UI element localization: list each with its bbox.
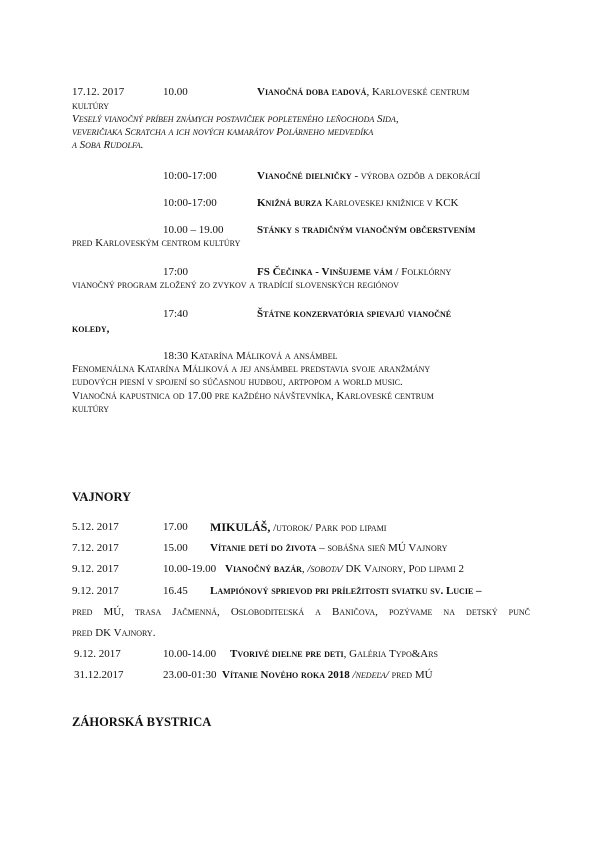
event-description: a Soba Rudolfa.: [72, 139, 144, 151]
event-title-line: [210, 542, 447, 555]
event-detail: /utorok/ Park pod lipami: [270, 522, 387, 534]
event-date: 31.12.2017: [74, 669, 124, 681]
event-date: 17.12. 2017: [72, 86, 125, 98]
event-title-line: [257, 197, 458, 210]
event-time: 17:00: [163, 266, 189, 278]
event-time: 17.00: [163, 521, 188, 533]
event-detail: pred Karloveským centrom kultúry: [72, 237, 241, 249]
event-title: Štátne konzervatória spievajú vianočné: [257, 308, 452, 320]
event-title-cont: koledy,: [72, 323, 110, 335]
event-title: Vianočná doba ľadová: [257, 86, 367, 98]
event-detail: , Galéria Typo&Ars: [343, 648, 439, 660]
separator: ,: [301, 563, 308, 575]
event-detail: / Folklórny: [392, 266, 452, 278]
event-title: Stánky s tradičným vianočným občerstvením: [257, 224, 476, 236]
event-title: Vítanie Nového roka 2018: [222, 669, 350, 681]
section-heading-zahorska-bystrica: ZÁHORSKÁ BYSTRICA: [72, 715, 212, 729]
event-title: Tvorivé dielne pre deti: [230, 648, 344, 660]
event-location: , Karloveské centrum: [366, 86, 470, 98]
event-title-line: [210, 521, 386, 535]
event-date: 9.12. 2017: [74, 648, 121, 660]
event-title-line: [257, 266, 451, 279]
event-time: 10.00: [163, 86, 188, 98]
event-time: 17:40: [163, 308, 189, 320]
event-title: Vianočný bazár: [225, 563, 302, 575]
event-detail-cont: pred DK Vajnory.: [72, 627, 156, 639]
event-title-line: [225, 563, 464, 576]
event-title-line: [257, 86, 469, 99]
event-time: 10.00-19.00: [163, 563, 217, 575]
event-time: 10.00 – 19.00: [163, 224, 224, 236]
event-title: MIKULÁŠ,: [210, 520, 271, 534]
event-description: veveričiaka Scratcha a ich nových kamarátov Polárneho medvedíka: [72, 126, 374, 138]
event-day: /nedeľa/: [352, 669, 389, 681]
section-heading-vajnory: VAJNORY: [72, 490, 132, 504]
event-title: Lampiónový sprievod pri príležitosti sviatku sv. Lucie –: [210, 585, 482, 597]
event-title: Vítanie detí do života: [210, 542, 317, 554]
event-location-cont: kultúry: [72, 100, 110, 112]
event-detail: Karloveskej knižnice v KCK: [322, 197, 459, 209]
event-date: 9.12. 2017: [72, 563, 119, 575]
event-description: kultúry: [72, 403, 110, 415]
event-description: Veselý vianočný príbeh známych postavičiek popleteného leňochoda Sida,: [72, 113, 399, 125]
event-title-line: [257, 170, 480, 183]
event-time: 10:00-17:00: [163, 170, 217, 182]
event-description: Vianočná kapustnica od 17.00 pre každého návštevníka, Karloveské centrum: [72, 390, 434, 402]
event-detail: – sobášna sieň MÚ Vajnory: [316, 542, 448, 554]
event-title: Vianočné dielničky: [257, 170, 352, 182]
event-detail-cont: vianočný program zložený zo zvykov a tradícií slovenských regiónov: [72, 279, 399, 291]
event-date: 5.12. 2017: [72, 521, 119, 533]
event-detail: pred MÚ: [388, 669, 433, 681]
event-detail: pred MÚ, trasa Jačmenná, Osloboditeľská a Baničova, pozývame na detský punč: [72, 606, 530, 618]
event-day: /sobota/: [307, 563, 343, 575]
event-title: FS Čečinka - Vinšujeme vám: [257, 266, 393, 278]
event-title-line: [230, 648, 438, 661]
event-date: 9.12. 2017: [72, 585, 119, 597]
event-time: 10.00-14.00: [163, 648, 217, 660]
event-date: 7.12. 2017: [72, 542, 119, 554]
event-detail: - výroba ozdôb a dekorácií: [351, 170, 481, 182]
event-time: 23.00-01:30: [163, 669, 217, 681]
event-title-line: [222, 669, 433, 682]
event-description: ľudových piesní v spojení so súčasnou hudbou, artpopom a world music.: [72, 376, 403, 388]
event-time: 10:00-17:00: [163, 197, 217, 209]
event-description: Fenomenálna Katarína Máliková a jej ansámbel predstavia svoje aranžmány: [72, 363, 431, 375]
event-title: Knižná burza: [257, 197, 323, 209]
event-detail: DK Vajnory, Pod lipami 2: [342, 563, 464, 575]
event-time: 15.00: [163, 542, 188, 554]
event-title-line: 18:30 Katarína Máliková a ansámbel: [163, 350, 338, 362]
event-time: 16.45: [163, 585, 188, 597]
